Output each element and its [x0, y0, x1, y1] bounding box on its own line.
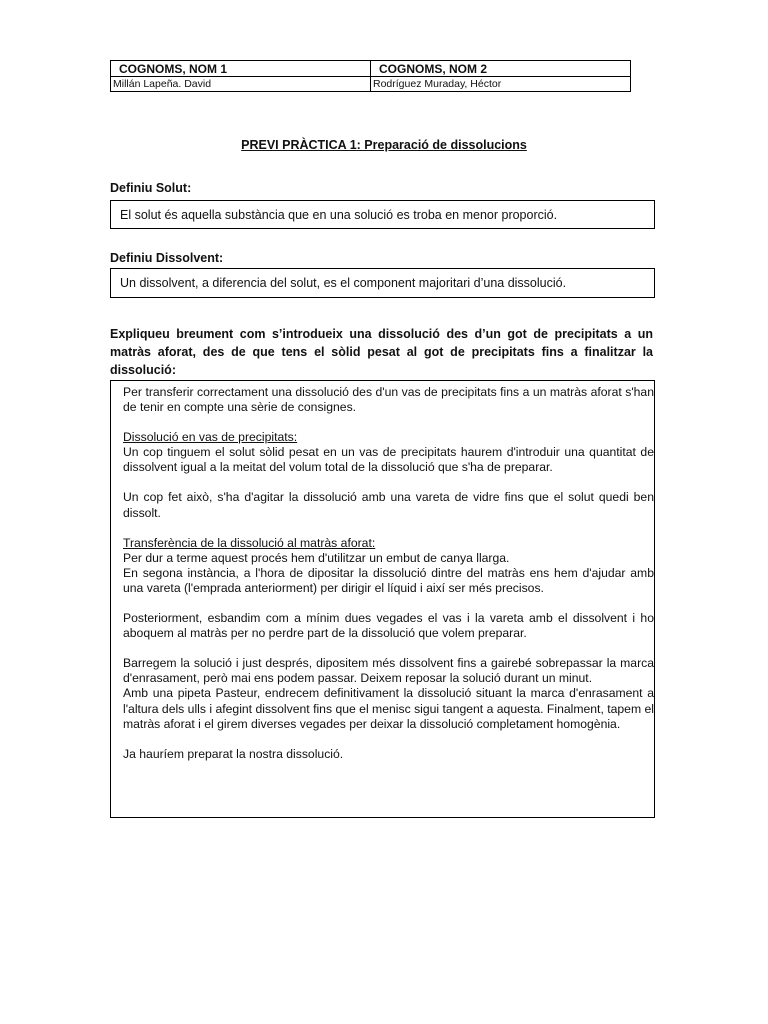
answer-paragraph: Posteriorment, esbandim com a mínim dues vegades el vas i la vareta amb el dissolvent i ho aboquem al matràs per no perdre part de la dissolució que volem preparar.	[123, 611, 654, 641]
answer-paragraph: Amb una pipeta Pasteur, endrecem definitivament la dissolució situant la marca d'enrasament a l'altura dels ulls i afegint dissolvent fins que el menisc sigui tangent a aquesta. Finalment, tapem el matràs aforat i el girem diverses vegades per deixar la dissolució completament homogènia.	[123, 686, 654, 731]
dissolvent-answer-box	[110, 268, 655, 298]
names-header-row	[111, 61, 631, 77]
answer-paragraph: Un cop tinguem el solut sòlid pesat en un vas de precipitats haurem d'introduir una quantitat de dissolvent igual a la meitat del volum total de la dissolució que s'ha de preparar.	[123, 445, 654, 475]
name2-value: Rodríguez Muraday, Héctor	[371, 77, 631, 92]
student-names-table	[110, 60, 631, 92]
names-value-row	[111, 77, 631, 92]
answer-paragraph: Un cop fet això, s'ha d'agitar la dissolució amb una vareta de vidre fins que el solut quedi ben dissolt.	[123, 490, 654, 520]
answer-heading-1: Dissolució en vas de precipitats:	[123, 430, 298, 445]
name1-header: COGNOMS, NOM 1	[111, 61, 371, 77]
name1-value: Millán Lapeña. David	[111, 77, 371, 92]
answer-paragraph: Barregem la solució i just després, dipositem més dissolvent fins a gairebé sobrepassar la marca d'enrasament, però mai ens podem passar. Deixem reposar la solució durant un minut.	[123, 656, 654, 686]
answer-box	[110, 380, 655, 818]
solut-answer: El solut és aquella substància que en una solució es troba en menor proporció.	[120, 207, 558, 222]
page-title: PREVI PRÀCTICA 1: Preparació de dissolucions	[241, 138, 527, 152]
answer-paragraph: Per dur a terme aquest procés hem d'utilitzar un embut de canya llarga.	[123, 550, 510, 565]
dissolvent-answer: Un dissolvent, a diferencia del solut, es el component majoritari d’una dissolució.	[120, 276, 567, 290]
answer-intro: Per transferir correctament una dissolució des d'un vas de precipitats fins a un matràs aforat s'han de tenir en compte una sèrie de consignes.	[123, 385, 654, 415]
answer-conclusion: Ja hauríem preparat la nostra dissolució.	[123, 746, 344, 761]
answer-heading-2: Transferència de la dissolució al matràs aforat:	[123, 535, 376, 550]
question-text: Expliqueu breument com s’introdueix una dissolució des d’un got de precipitats a un matràs aforat, des de que tens el sòlid pesat al got de precipitats fins a finalitzar la dissolució:	[110, 327, 653, 377]
answer-paragraph: En segona instància, a l'hora de dipositar la dissolució dintre del matràs ens hem d'ajudar amb una vareta (l'emprada anteriorment) per dirigir el líquid i així ser més precisos.	[123, 565, 654, 595]
name2-header: COGNOMS, NOM 2	[371, 61, 631, 77]
dissolvent-label: Definiu Dissolvent:	[110, 251, 224, 265]
solut-answer-box	[110, 200, 655, 229]
solut-label: Definiu Solut:	[110, 181, 192, 195]
